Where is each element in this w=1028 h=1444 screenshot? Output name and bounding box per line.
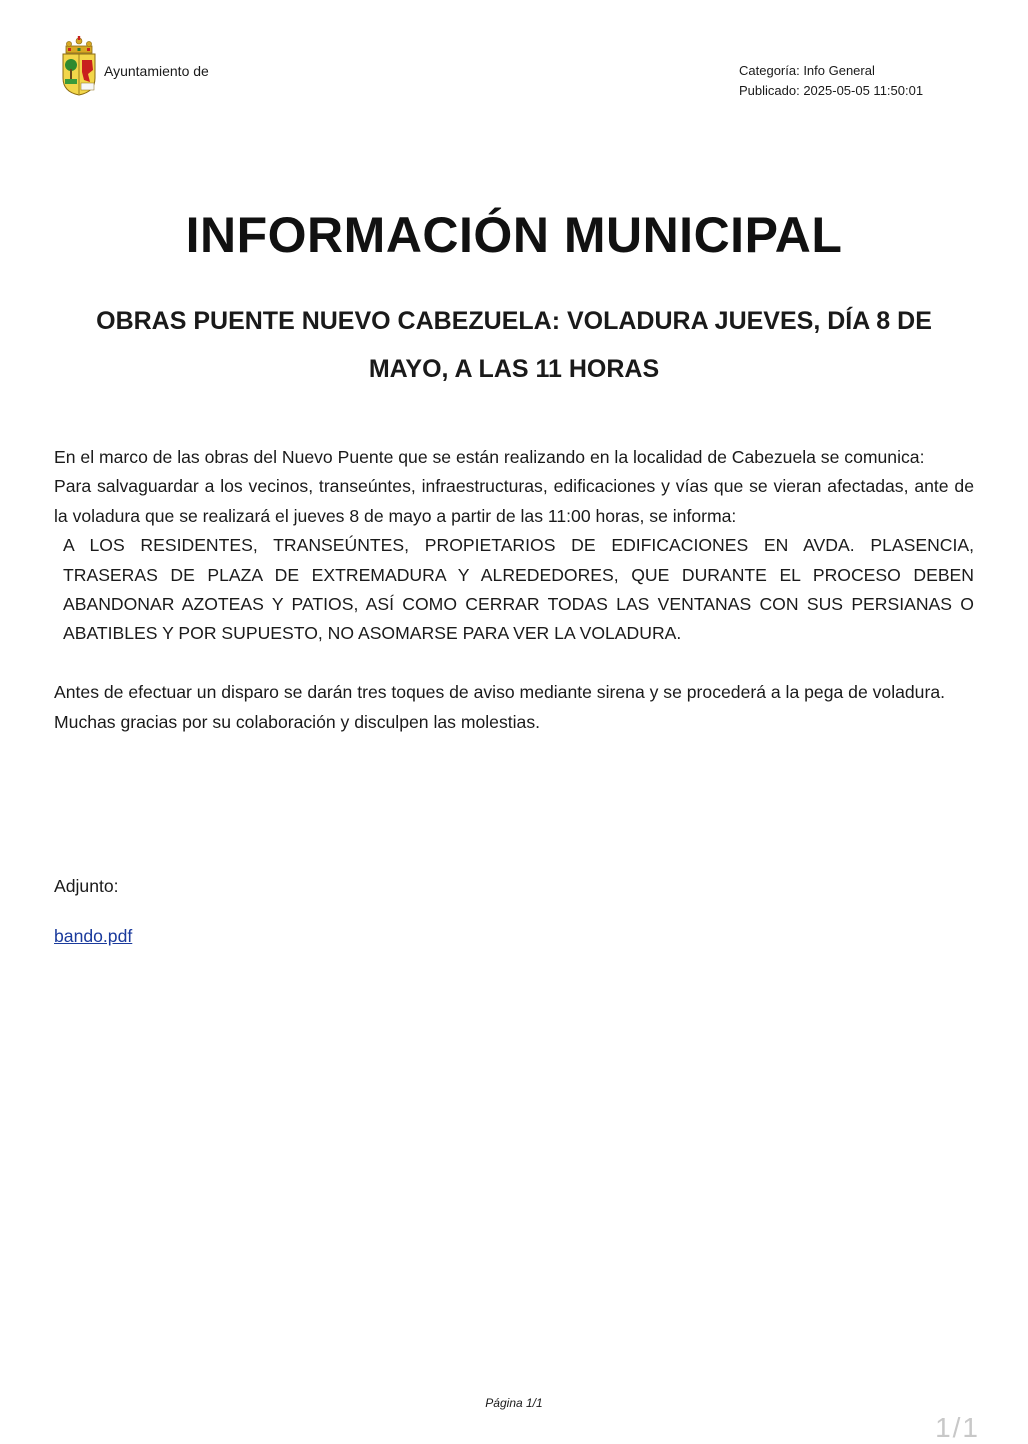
attachment-link[interactable]: bando.pdf bbox=[54, 926, 133, 946]
viewer-page-indicator: 1/1 bbox=[935, 1412, 980, 1443]
body-paragraph-thanks: Muchas gracias por su colaboración y disculpen las molestias. bbox=[54, 711, 541, 732]
body-paragraph-instructions: A LOS RESIDENTES, TRANSEÚNTES, PROPIETARIOS DE EDIFICACIONES EN AVDA. PLASENCIA, TRASERAS DE PLAZA DE EXTREMADURA Y ALREDEDORES, QUE DURANTE EL PROCESO DEBEN ABANDONAR AZOTEAS Y PATIOS, ASÍ COMO CERRAR TODAS LAS VENTANAS CON SUS PERSIANAS O ABATIBLES Y POR SUPUESTO, NO ASOMARSE PARA VER LA VOLADURA. bbox=[63, 535, 974, 644]
document-meta bbox=[739, 61, 923, 101]
body-paragraph-intro: En el marco de las obras del Nuevo Puente que se están realizando en la localidad de Cabezuela se comunica: bbox=[54, 447, 925, 467]
page-number-footer: Página 1/1 bbox=[485, 1396, 543, 1410]
attachment-label: Adjunto: bbox=[54, 876, 119, 896]
published-text: Publicado: 2025-05-05 11:50:01 bbox=[739, 83, 924, 98]
organization-name: Ayuntamiento de bbox=[104, 63, 209, 79]
body-paragraph-purpose: Para salvaguardar a los vecinos, transeúntes, infraestructuras, edificaciones y vías que se vieran afectadas, ante de la voladura que se realizará el jueves 8 de mayo a partir de las 11:00 horas, se informa: bbox=[54, 476, 974, 526]
notice-body bbox=[54, 443, 974, 737]
category-text: Categoría: Info General bbox=[739, 63, 875, 78]
body-paragraph-siren: Antes de efectuar un disparo se darán tres toques de aviso mediante sirena y se procederá a la pega de voladura. bbox=[54, 682, 946, 703]
notice-subtitle: OBRAS PUENTE NUEVO CABEZUELA: VOLADURA JUEVES, DÍA 8 DE MAYO, A LAS 11 HORAS bbox=[96, 307, 932, 383]
coat-of-arms-icon bbox=[60, 36, 98, 96]
paragraph-spacer bbox=[54, 649, 974, 678]
page-title: INFORMACIÓN MUNICIPAL bbox=[185, 207, 843, 263]
document-header-left bbox=[60, 36, 209, 96]
